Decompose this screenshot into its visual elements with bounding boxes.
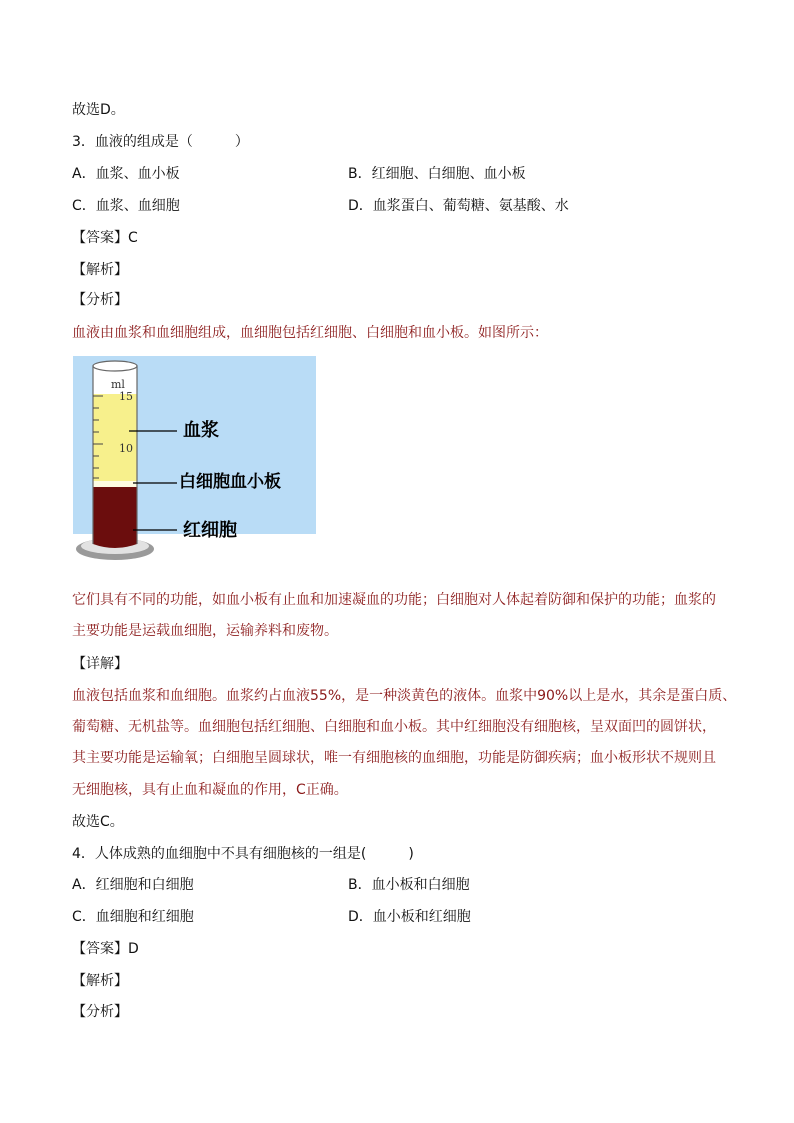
q4-option-a: A．红细胞和白细胞 <box>72 877 194 893</box>
q3-detail-text-4: 无细胞核，具有止血和凝血的作用，C正确。 <box>72 782 348 798</box>
q3-function-text-2: 主要功能是运载血细胞，运输养料和废物。 <box>72 623 338 639</box>
q3-jiexi-label: 【解析】 <box>72 262 128 278</box>
tick-label-15: 15 <box>119 390 133 403</box>
tick-label-10: 10 <box>119 442 133 455</box>
q4-jiexi-label: 【解析】 <box>72 973 128 989</box>
q4-answer: 【答案】D <box>72 941 139 957</box>
q3-option-d: D．血浆蛋白、葡萄糖、氨基酸、水 <box>348 198 569 214</box>
q2-conclusion: 故选D。 <box>72 102 125 118</box>
plasma-layer <box>93 394 137 481</box>
graduated-cylinder-diagram <box>73 356 316 566</box>
q3-detail-text-3: 其主要功能是运输氧；白细胞呈圆球状，唯一有细胞核的血细胞，功能是防御疾病；血小板形状不规则且 <box>72 750 716 766</box>
q3-option-a: A．血浆、血小板 <box>72 166 180 182</box>
q3-conclusion: 故选C。 <box>72 814 124 830</box>
q3-option-c: C．血浆、血细胞 <box>72 198 180 214</box>
rbc-layer <box>93 486 137 548</box>
q3-detail-text-1: 血液包括血浆和血细胞。血浆约占血液55%，是一种淡黄色的液体。血浆中90%以上是水，其余是蛋白质、 <box>72 688 737 704</box>
q3-function-text-1: 它们具有不同的功能，如血小板有止血和加速凝血的功能；白细胞对人体起着防御和保护的功能；血浆的 <box>72 592 716 608</box>
plasma-label: 血浆 <box>183 420 219 441</box>
q3-detail-text-2: 葡萄糖、无机盐等。血细胞包括红细胞、白细胞和血小板。其中红细胞没有细胞核，呈双面凹的圆饼状， <box>72 719 716 735</box>
q4-option-d: D．血小板和红细胞 <box>348 909 471 925</box>
q4-option-b: B．血小板和白细胞 <box>348 877 470 893</box>
q4-fenxi-label: 【分析】 <box>72 1004 128 1020</box>
cylinder-rim <box>93 361 137 371</box>
q3-answer: 【答案】C <box>72 230 138 246</box>
q4-stem: 4．人体成熟的血细胞中不具有细胞核的一组是( ) <box>72 846 414 862</box>
q3-option-b: B．红细胞、白细胞、血小板 <box>348 166 526 182</box>
buffy-coat-layer <box>93 480 137 487</box>
q4-option-c: C．血细胞和红细胞 <box>72 909 194 925</box>
q3-fenxi-label: 【分析】 <box>72 292 128 308</box>
q3-stem: 3．血液的组成是（ ） <box>72 134 249 150</box>
wbc-platelet-label: 白细胞血小板 <box>179 472 281 492</box>
blood-composition-figure <box>73 356 316 566</box>
q3-detail-label: 【详解】 <box>72 656 128 672</box>
q3-analysis-text: 血液由血浆和血细胞组成，血细胞包括红细胞、白细胞和血小板。如图所示： <box>72 325 548 341</box>
unit-label: ml <box>111 378 125 391</box>
rbc-label: 红细胞 <box>183 520 237 541</box>
